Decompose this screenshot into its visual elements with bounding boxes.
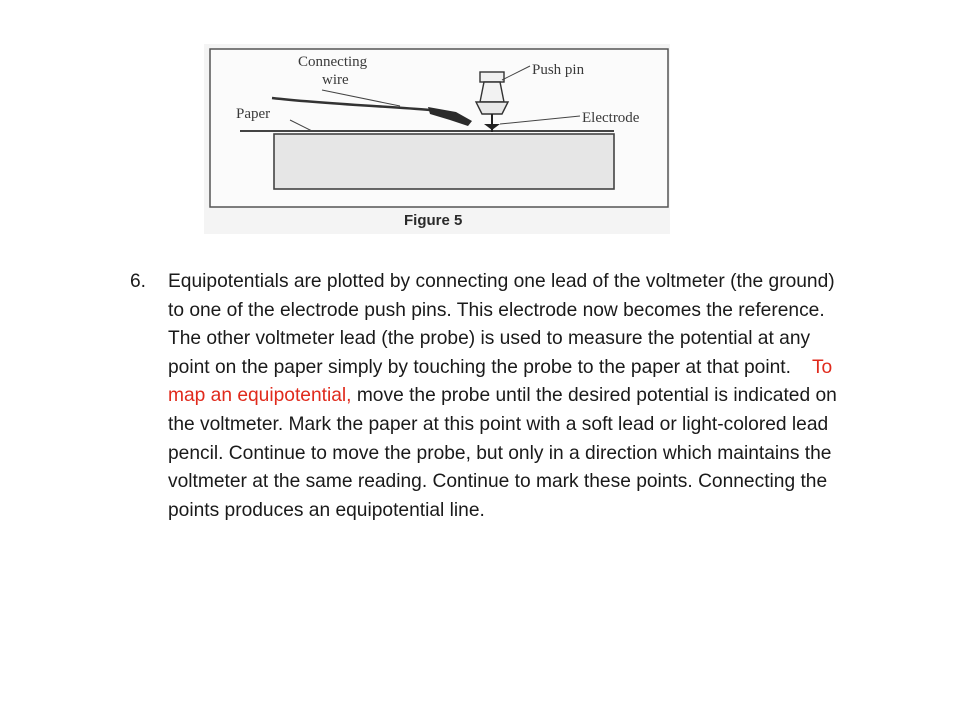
push-pin-cap — [480, 72, 504, 82]
item-number: 6. — [130, 271, 147, 292]
paragraph-text-intro: Equipotentials are plotted by connecting one lead of the voltmeter (the ground) to one of the electrode push pins. This electrode now becomes the reference. The other voltmeter lead (the probe) is used to measure the potential at any point on the paper simply by touching the probe to the paper at that point. — [168, 271, 841, 378]
label-connecting: Connecting — [298, 54, 368, 70]
label-paper: Paper — [236, 106, 271, 122]
board-block — [274, 134, 614, 189]
label-electrode: Electrode — [582, 110, 640, 126]
label-wire: wire — [322, 72, 349, 88]
label-push-pin: Push pin — [532, 62, 585, 78]
figure-caption: Figure 5 — [404, 212, 463, 229]
push-pin-electrode-illustration — [204, 44, 670, 234]
highlighted-phrase: To map an equipotential, — [168, 356, 833, 407]
numbered-paragraph — [130, 268, 850, 525]
figure-5-diagram — [204, 44, 670, 234]
paragraph-text-rest: move the probe until the desired potential is indicated on the voltmeter. Mark the paper at this point with a soft lead or light-colored lead pencil. Continue to move the probe, but only in a direction which maintains the voltmeter at the same reading. Continue to mark these points. Connecting the points produces an equipotential line. — [168, 385, 837, 521]
paragraph-text — [168, 268, 850, 525]
push-pin-base — [476, 102, 508, 114]
push-pin-body — [480, 82, 504, 102]
